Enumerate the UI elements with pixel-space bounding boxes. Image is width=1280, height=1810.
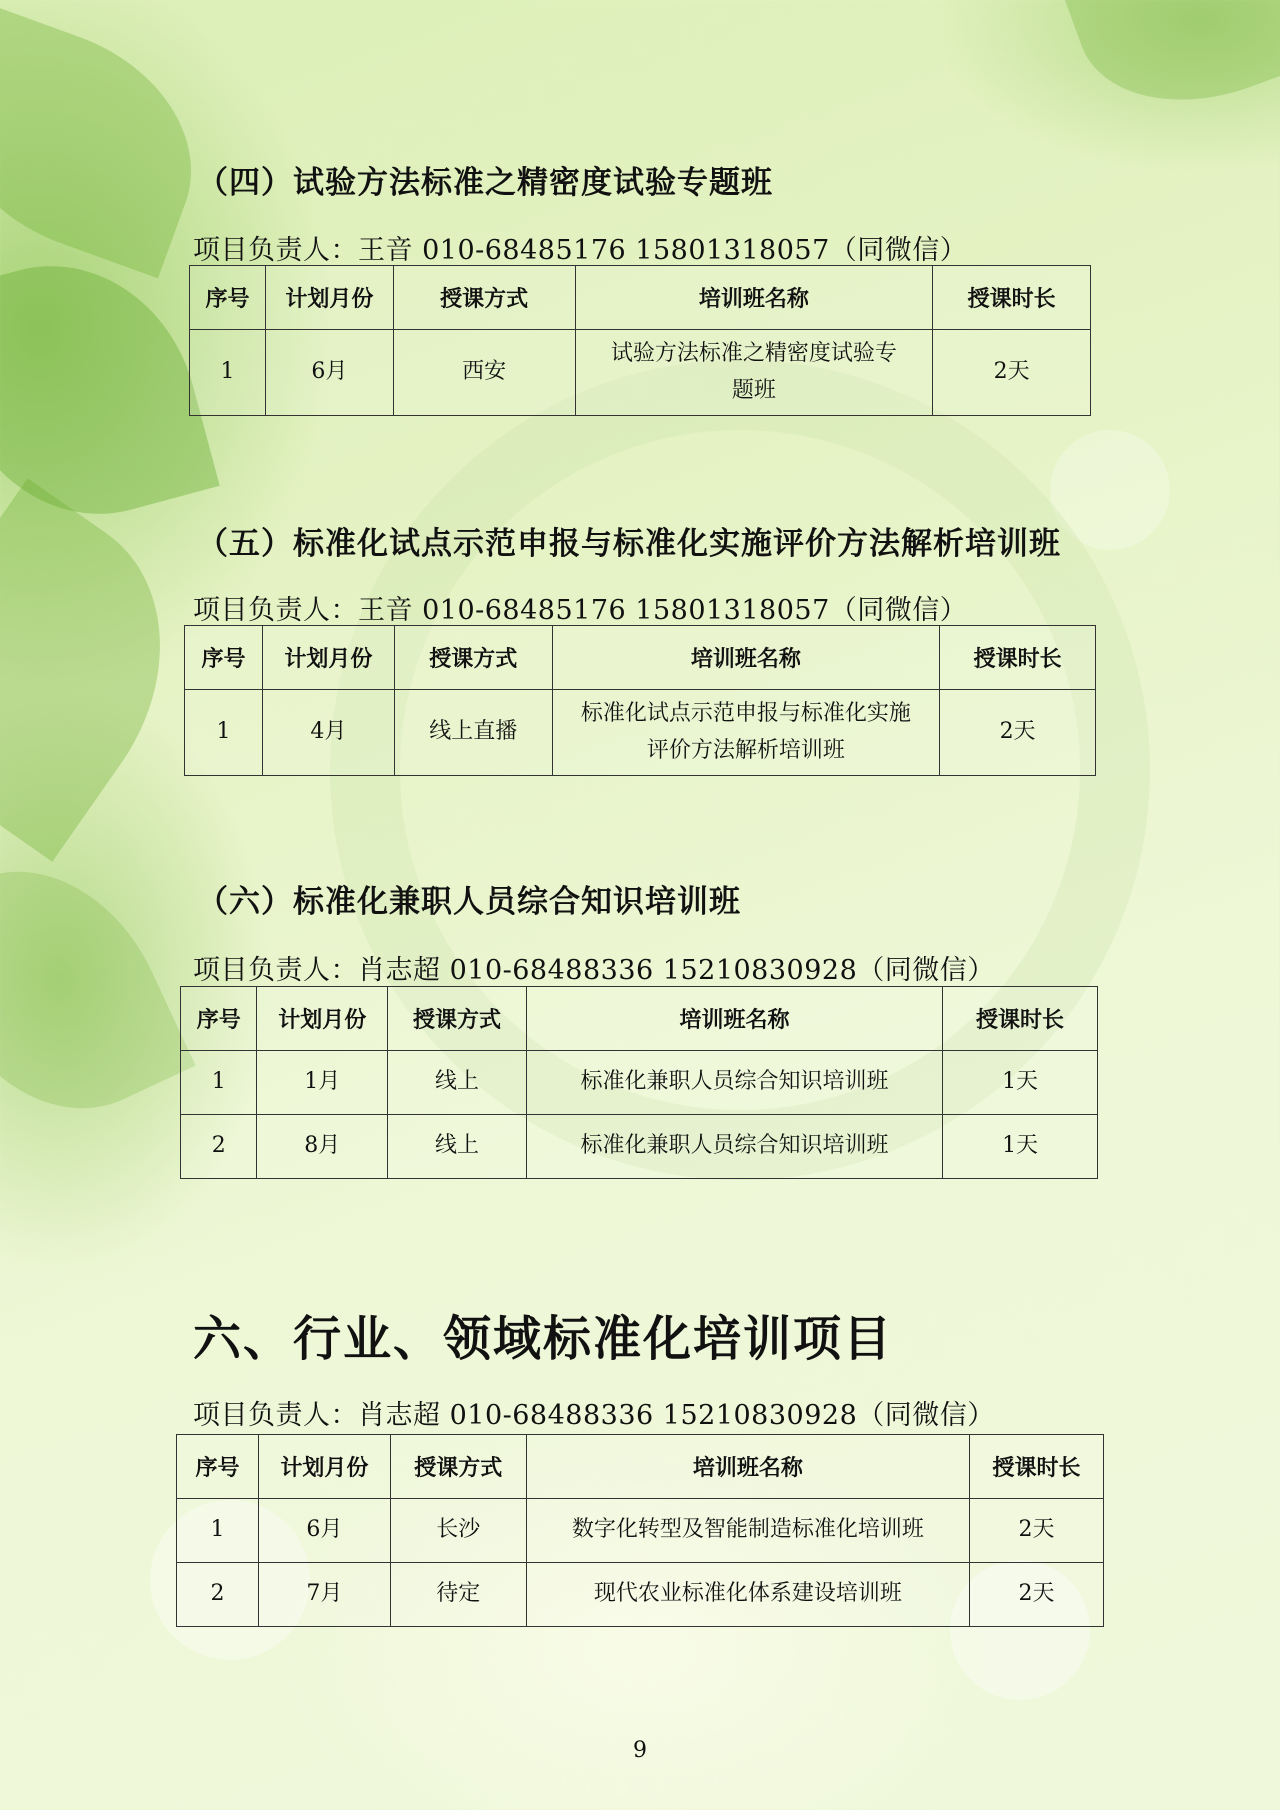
- contact-phone: 010-68488336: [449, 1400, 654, 1431]
- contact-phone: 010-68485176: [422, 235, 627, 266]
- contact-mobile: 15210830928: [662, 955, 858, 986]
- contact-person: 肖志超: [358, 1400, 441, 1431]
- cell-duration: 2天: [933, 330, 1091, 416]
- contact-note: （同微信）: [857, 955, 995, 986]
- header-month: 计划月份: [258, 1435, 390, 1499]
- header-no: 序号: [177, 1435, 259, 1499]
- cell-name: 数字化转型及智能制造标准化培训班: [526, 1499, 969, 1563]
- contact-note: （同微信）: [829, 595, 968, 626]
- header-month: 计划月份: [265, 266, 393, 330]
- header-mode: 授课方式: [390, 1435, 526, 1499]
- contact-label: 项目负责人：: [193, 1400, 358, 1431]
- cell-name: 标准化兼职人员综合知识培训班: [526, 1115, 942, 1179]
- table-header-row: [185, 626, 1096, 690]
- cell-duration: 2天: [940, 690, 1096, 776]
- cell-no: 2: [181, 1115, 257, 1179]
- cell-month: 8月: [257, 1115, 388, 1179]
- contact-person: 王音: [358, 595, 413, 626]
- header-mode: 授课方式: [393, 266, 575, 330]
- section-heading: （六）标准化兼职人员综合知识培训班: [197, 884, 741, 920]
- contact-phone: 010-68488336: [449, 955, 654, 986]
- section-heading: （四）试验方法标准之精密度试验专题班: [197, 165, 773, 201]
- cell-month: 7月: [258, 1563, 390, 1627]
- header-name: 培训班名称: [575, 266, 933, 330]
- cell-month: 4月: [262, 690, 394, 776]
- table-row: [177, 1499, 1104, 1563]
- table-row: [181, 1051, 1098, 1115]
- chapter-heading: 六、行业、领域标准化培训项目: [193, 1311, 894, 1367]
- header-duration: 授课时长: [943, 987, 1098, 1051]
- contact-phone: 010-68485176: [422, 595, 627, 626]
- leaf-decoration: [0, 830, 196, 1150]
- contact-note: （同微信）: [857, 1400, 995, 1431]
- leaf-decoration: [1060, 0, 1280, 136]
- cell-name: 标准化试点示范申报与标准化实施评价方法解析培训班: [552, 690, 940, 776]
- contact-line: [193, 948, 995, 987]
- contact-label: 项目负责人：: [193, 955, 358, 986]
- cell-mode: 线上: [388, 1051, 527, 1115]
- table-header-row: [177, 1435, 1104, 1499]
- page-number: 9: [633, 1738, 647, 1763]
- header-mode: 授课方式: [388, 987, 527, 1051]
- cell-mode: 线上: [388, 1115, 527, 1179]
- cell-duration: 1天: [943, 1051, 1098, 1115]
- header-month: 计划月份: [257, 987, 388, 1051]
- training-table: [189, 265, 1091, 416]
- cell-duration: 2天: [970, 1499, 1104, 1563]
- cell-name: 标准化兼职人员综合知识培训班: [526, 1051, 942, 1115]
- header-name: 培训班名称: [552, 626, 940, 690]
- table-row: [177, 1563, 1104, 1627]
- table-row: [190, 330, 1091, 416]
- cell-no: 1: [190, 330, 266, 416]
- contact-mobile: 15801318057: [635, 595, 830, 626]
- contact-label: 项目负责人：: [193, 595, 358, 626]
- cell-name: 现代农业标准化体系建设培训班: [526, 1563, 969, 1627]
- cell-no: 1: [181, 1051, 257, 1115]
- cell-duration: 2天: [970, 1563, 1104, 1627]
- cell-month: 1月: [257, 1051, 388, 1115]
- contact-mobile: 15210830928: [662, 1400, 858, 1431]
- contact-line: [193, 1393, 995, 1432]
- cell-no: 2: [177, 1563, 259, 1627]
- training-table: [176, 1434, 1104, 1627]
- contact-mobile: 15801318057: [635, 235, 830, 266]
- table-row: [181, 1115, 1098, 1179]
- cell-mode: 长沙: [390, 1499, 526, 1563]
- contact-note: （同微信）: [829, 235, 968, 266]
- contact-label: 项目负责人：: [193, 235, 358, 266]
- cell-name: 试验方法标准之精密度试验专题班: [575, 330, 933, 416]
- contact-line: [193, 228, 967, 267]
- header-name: 培训班名称: [526, 987, 942, 1051]
- header-duration: 授课时长: [970, 1435, 1104, 1499]
- contact-line: [193, 588, 967, 627]
- header-duration: 授课时长: [933, 266, 1091, 330]
- cell-no: 1: [185, 690, 263, 776]
- header-month: 计划月份: [262, 626, 394, 690]
- header-name: 培训班名称: [526, 1435, 969, 1499]
- cell-month: 6月: [265, 330, 393, 416]
- training-table: [180, 986, 1098, 1179]
- header-no: 序号: [185, 626, 263, 690]
- cell-no: 1: [177, 1499, 259, 1563]
- header-no: 序号: [190, 266, 266, 330]
- table-row: [185, 690, 1096, 776]
- header-duration: 授课时长: [940, 626, 1096, 690]
- section-heading: （五）标准化试点示范申报与标准化实施评价方法解析培训班: [197, 526, 1061, 562]
- table-header-row: [190, 266, 1091, 330]
- cell-mode: 待定: [390, 1563, 526, 1627]
- contact-person: 王音: [358, 235, 413, 266]
- header-mode: 授课方式: [394, 626, 552, 690]
- cell-duration: 1天: [943, 1115, 1098, 1179]
- cell-mode: 西安: [393, 330, 575, 416]
- cell-mode: 线上直播: [394, 690, 552, 776]
- contact-person: 肖志超: [358, 955, 441, 986]
- training-table: [184, 625, 1096, 776]
- header-no: 序号: [181, 987, 257, 1051]
- cell-month: 6月: [258, 1499, 390, 1563]
- table-header-row: [181, 987, 1098, 1051]
